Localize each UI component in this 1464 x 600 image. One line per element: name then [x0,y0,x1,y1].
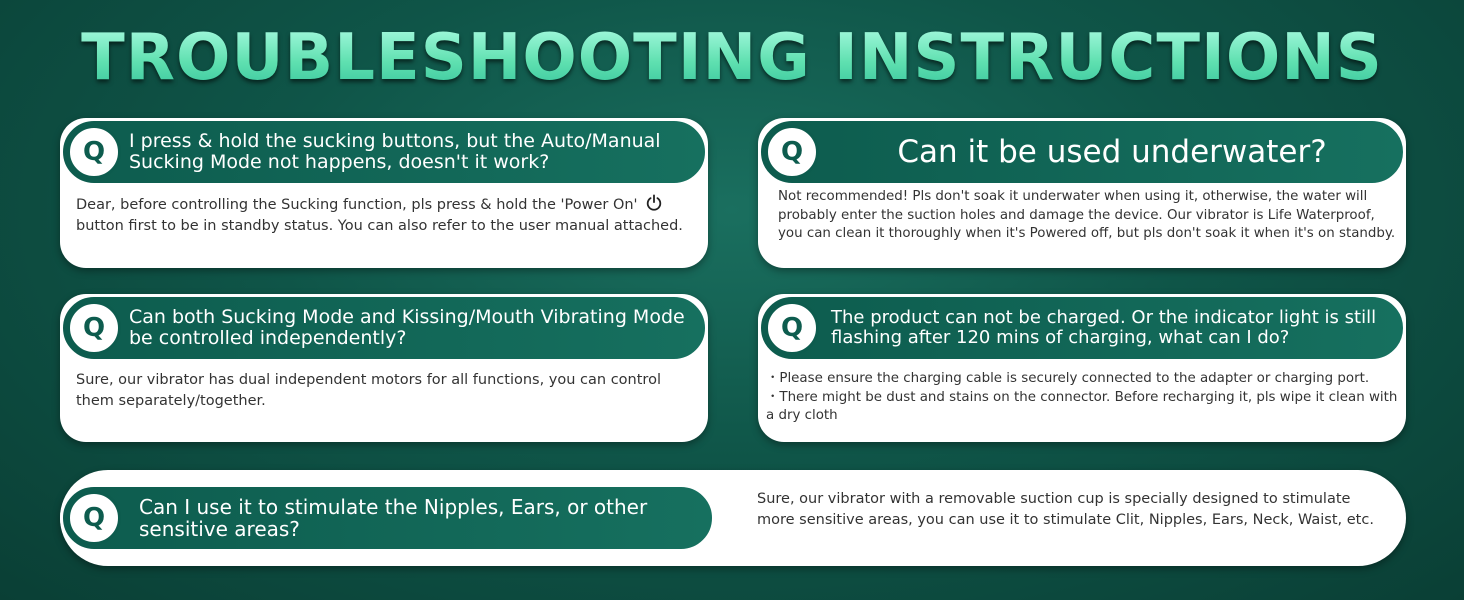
faq-card-1 [60,118,708,268]
faq-card-3 [60,294,708,442]
question-bar [758,118,1406,186]
q-badge: Q [67,491,121,545]
page-title: TROUBLESHOOTING INSTRUCTIONS [0,18,1464,98]
answer-text: Sure, our vibrator has dual independent motors for all functions, you can control them separately/together. [76,372,661,409]
faq-card-5 [60,470,1406,566]
answer-line: ・There might be dust and stains on the connector. Before recharging it, pls wipe it clean with a dry cloth [766,389,1398,423]
faq-card-4 [758,294,1406,442]
question-text: Can both Sucking Mode and Kissing/Mouth Vibrating Mode be controlled independently? [129,306,685,349]
power-icon [645,194,663,212]
question-bar [60,118,708,186]
answer-text-part: Dear, before controlling the Sucking function, pls press & hold the 'Power On' [76,197,638,213]
answer-list [766,370,1402,426]
question-text: Can I use it to stimulate the Nipples, Ears, or other sensitive areas? [139,495,648,541]
answer-text: Sure, our vibrator with a removable suction cup is specially designed to stimulate more sensitive areas, you can use it to stimulate Clit, Nipples, Ears, Neck, Waist, etc. [757,491,1374,528]
q-badge: Q [765,301,819,355]
question-text: Can it be used underwater? [897,134,1327,170]
answer-line: ・Please ensure the charging cable is securely connected to the adapter or charging port. [766,371,1370,386]
question-bar [60,484,715,552]
q-badge: Q [67,125,121,179]
q-badge: Q [67,301,121,355]
answer-text [76,194,696,237]
q-badge: Q [765,125,819,179]
faq-card-2 [758,118,1406,268]
question-text: The product can not be charged. Or the indicator light is still flashing after 120 mins of charging, what can I do? [831,307,1377,348]
question-bar [60,294,708,362]
question-bar [758,294,1406,362]
answer-text: Not recommended! Pls don't soak it underwater when using it, otherwise, the water will probably enter the suction holes and damage the device. Our vibrator is Life Waterproof, you can clean it thoroughly when it's Powered off, but pls don't soak it when it's on standby. [778,189,1396,241]
question-text: I press & hold the sucking buttons, but the Auto/Manual Sucking Mode not happens, doesn't it work? [129,130,661,173]
answer-text-cont: button first to be in standby status. You can also refer to the user manual attached. [76,218,683,234]
